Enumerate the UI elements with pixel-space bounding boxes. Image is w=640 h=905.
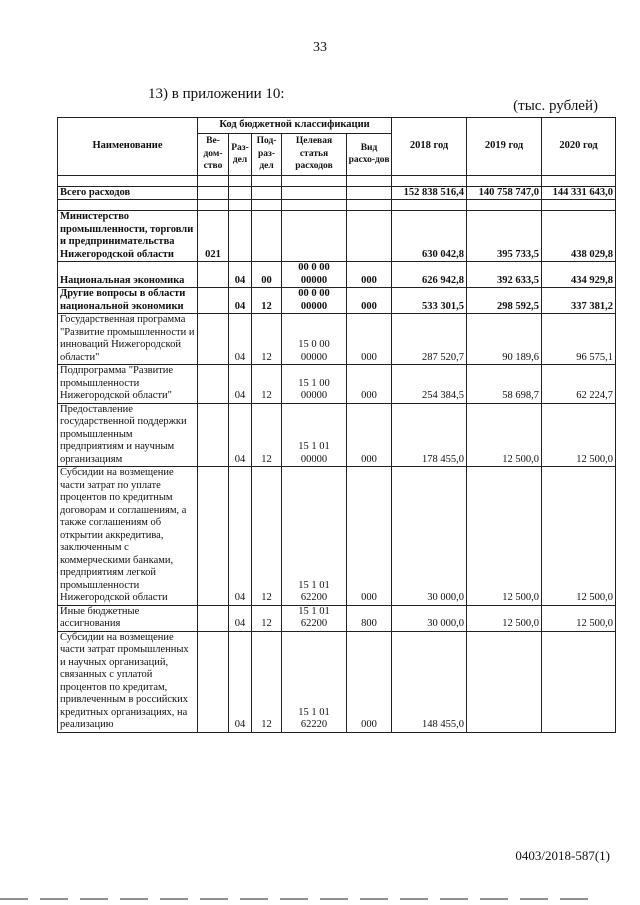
table-row <box>58 605 616 631</box>
table-row <box>58 262 616 288</box>
budget-table <box>57 117 616 733</box>
table-row <box>58 403 616 467</box>
row-2019: 12 500,0 <box>467 403 542 467</box>
row-celevaya: 00 0 00 00000 <box>282 262 347 288</box>
row-podrazdel: 12 <box>252 467 282 606</box>
row-2018: 254 384,5 <box>392 365 467 404</box>
row-name: Иные бюджетные ассигнования <box>58 605 198 631</box>
units-label: (тыс. рублей) <box>513 98 598 114</box>
row-razdel: 04 <box>229 403 252 467</box>
header-2018: 2018 год <box>392 118 467 176</box>
row-celevaya: 00 0 00 00000 <box>282 288 347 314</box>
header-razdel: Раз-дел <box>229 133 252 175</box>
table-row <box>58 211 616 262</box>
row-podrazdel: 12 <box>252 631 282 732</box>
total-2020: 144 331 643,0 <box>542 186 616 200</box>
row-2020: 438 029,8 <box>542 211 616 262</box>
row-vedomstvo <box>198 605 229 631</box>
bottom-border-line <box>0 898 600 900</box>
row-podrazdel: 12 <box>252 403 282 467</box>
row-name: Предоставление государственной поддержки промышленным предприятиям и научным организациям <box>58 403 198 467</box>
row-2018: 533 301,5 <box>392 288 467 314</box>
header-celevaya: Целевая статья расходов <box>282 133 347 175</box>
row-vedomstvo <box>198 467 229 606</box>
row-name: Государственная программа "Развитие промышленности и инноваций Нижегородской области" <box>58 314 198 365</box>
row-name: Подпрограмма "Развитие промышленности Нижегородской области" <box>58 365 198 404</box>
page-number: 33 <box>313 40 327 55</box>
row-vedomstvo: 021 <box>198 211 229 262</box>
row-2018: 626 942,8 <box>392 262 467 288</box>
table-row <box>58 365 616 404</box>
header-2019: 2019 год <box>467 118 542 176</box>
row-2018: 178 455,0 <box>392 403 467 467</box>
row-2020: 337 381,2 <box>542 288 616 314</box>
row-2020: 12 500,0 <box>542 605 616 631</box>
row-celevaya: 15 1 01 00000 <box>282 403 347 467</box>
total-2019: 140 758 747,0 <box>467 186 542 200</box>
header-row-1 <box>58 118 616 134</box>
row-vid: 000 <box>347 262 392 288</box>
row-razdel: 04 <box>229 262 252 288</box>
row-vedomstvo <box>198 262 229 288</box>
row-2019: 58 698,7 <box>467 365 542 404</box>
row-razdel: 04 <box>229 631 252 732</box>
row-vid <box>347 211 392 262</box>
row-vedomstvo <box>198 314 229 365</box>
row-name: Министерство промышленности, торговли и предпринимательства Нижегородской области <box>58 211 198 262</box>
row-2018: 30 000,0 <box>392 605 467 631</box>
row-podrazdel: 12 <box>252 605 282 631</box>
row-vid: 000 <box>347 403 392 467</box>
row-2020: 96 575,1 <box>542 314 616 365</box>
row-vedomstvo <box>198 365 229 404</box>
row-2019 <box>467 631 542 732</box>
row-razdel: 04 <box>229 365 252 404</box>
row-name: Другие вопросы в области национальной экономики <box>58 288 198 314</box>
header-name: Наименование <box>58 118 198 176</box>
row-2019: 12 500,0 <box>467 605 542 631</box>
total-row <box>58 186 616 200</box>
row-2019: 90 189,6 <box>467 314 542 365</box>
table-row <box>58 467 616 606</box>
document-code: 0403/2018-587(1) <box>515 848 610 863</box>
row-2020: 12 500,0 <box>542 403 616 467</box>
row-vid: 000 <box>347 314 392 365</box>
header-vid: Вид расхо-дов <box>347 133 392 175</box>
row-2018: 630 042,8 <box>392 211 467 262</box>
row-celevaya: 15 1 01 62200 <box>282 467 347 606</box>
spacer-row <box>58 200 616 211</box>
row-2019: 392 633,5 <box>467 262 542 288</box>
header-vedomstvo: Ве-дом-ство <box>198 133 229 175</box>
row-celevaya <box>282 211 347 262</box>
intro-text: 13) в приложении 10: <box>148 86 285 102</box>
spacer-row <box>58 175 616 186</box>
row-vid: 800 <box>347 605 392 631</box>
row-2018: 287 520,7 <box>392 314 467 365</box>
row-name: Субсидии на возмещение части затрат по уплате процентов по кредитным договорам и соглашениям, а также соглашениям об открытии аккредитива, заключенным с коммерческими банками, предприятиям легкой промышленности Нижегородской области <box>58 467 198 606</box>
row-razdel: 04 <box>229 314 252 365</box>
row-2019: 395 733,5 <box>467 211 542 262</box>
row-2020: 12 500,0 <box>542 467 616 606</box>
row-vid: 000 <box>347 467 392 606</box>
row-vid: 000 <box>347 288 392 314</box>
row-podrazdel: 00 <box>252 262 282 288</box>
row-podrazdel: 12 <box>252 365 282 404</box>
total-name: Всего расходов <box>58 186 198 200</box>
table-row <box>58 631 616 732</box>
row-podrazdel <box>252 211 282 262</box>
header-code-group: Код бюджетной классификации <box>198 118 392 134</box>
header-2020: 2020 год <box>542 118 616 176</box>
table-row <box>58 314 616 365</box>
row-name: Субсидии на возмещение части затрат промышленных и научных организаций, связанных с уплатой процентов по кредитам, привлеченным в российских кредитных организациях, на реализацию <box>58 631 198 732</box>
row-2020 <box>542 631 616 732</box>
row-celevaya: 15 1 01 62220 <box>282 631 347 732</box>
row-2020: 62 224,7 <box>542 365 616 404</box>
row-vedomstvo <box>198 403 229 467</box>
row-razdel: 04 <box>229 288 252 314</box>
row-razdel <box>229 211 252 262</box>
row-2018: 30 000,0 <box>392 467 467 606</box>
row-podrazdel: 12 <box>252 314 282 365</box>
header-podrazdel: Под-раз-дел <box>252 133 282 175</box>
row-celevaya: 15 1 01 62200 <box>282 605 347 631</box>
row-vid: 000 <box>347 365 392 404</box>
table-row <box>58 288 616 314</box>
row-2018: 148 455,0 <box>392 631 467 732</box>
row-razdel: 04 <box>229 605 252 631</box>
row-celevaya: 15 0 00 00000 <box>282 314 347 365</box>
row-name: Национальная экономика <box>58 262 198 288</box>
row-podrazdel: 12 <box>252 288 282 314</box>
row-2019: 12 500,0 <box>467 467 542 606</box>
row-vid: 000 <box>347 631 392 732</box>
row-celevaya: 15 1 00 00000 <box>282 365 347 404</box>
row-2020: 434 929,8 <box>542 262 616 288</box>
total-2018: 152 838 516,4 <box>392 186 467 200</box>
row-razdel: 04 <box>229 467 252 606</box>
row-vedomstvo <box>198 288 229 314</box>
row-vedomstvo <box>198 631 229 732</box>
row-2019: 298 592,5 <box>467 288 542 314</box>
